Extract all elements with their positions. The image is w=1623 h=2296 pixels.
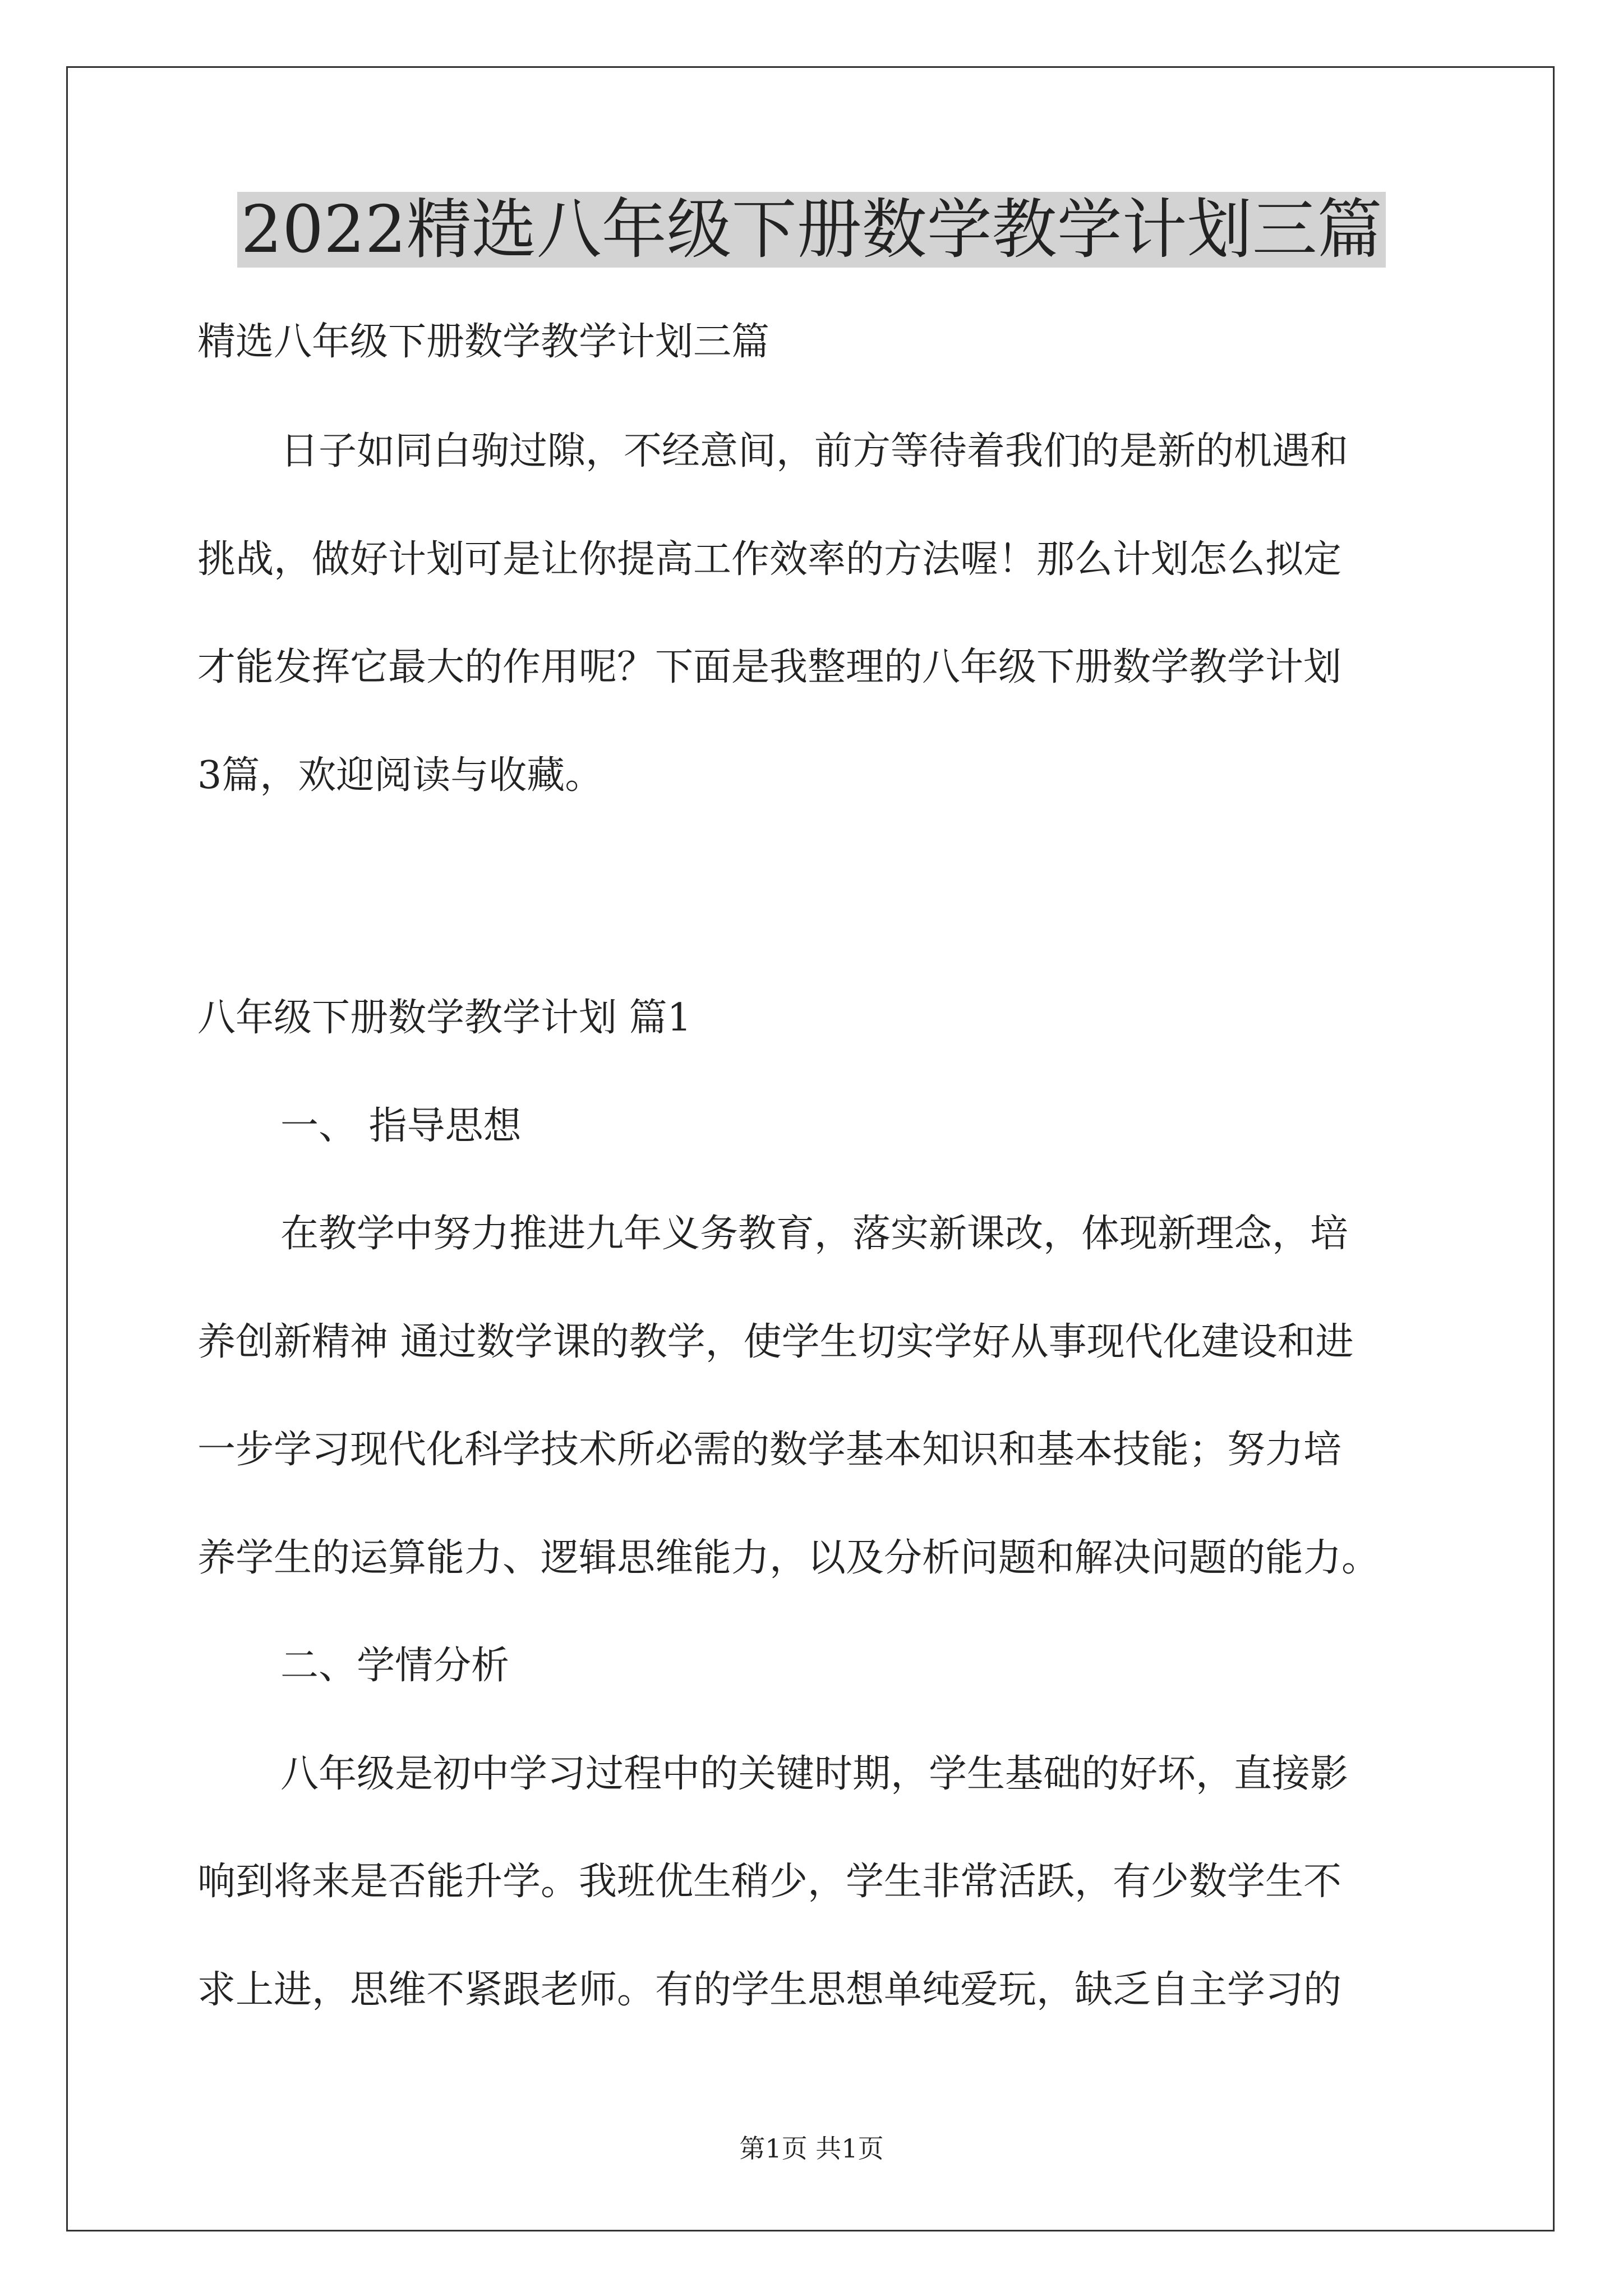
paragraph-line: 3篇，欢迎阅读与收藏。 [197, 753, 603, 798]
paragraph-line: 养学生的运算能力、逻辑思维能力，以及分析问题和解决问题的能力。 [197, 1536, 1380, 1580]
paragraph-line: 日子如同白驹过隙，不经意间，前方等待着我们的是新的机遇和 [280, 429, 1349, 473]
paragraph-line: 养创新精神 通过数学课的教学，使学生切实学好从事现代化建设和进 [197, 1320, 1354, 1364]
paragraph-line: 响到将来是否能升学。我班优生稍少，学生非常活跃，有少数学生不 [197, 1860, 1342, 1904]
document-title: 2022精选八年级下册数学教学计划三篇 [0, 191, 1623, 269]
paragraph-line: 八年级是初中学习过程中的关键时期，学生基础的好坏，直接影 [280, 1752, 1349, 1796]
paragraph-line: 才能发挥它最大的作用呢？下面是我整理的八年级下册数学教学计划 [197, 645, 1342, 689]
paragraph-line: 挑战，做好计划可是让你提高工作效率的方法喔！那么计划怎么拟定 [197, 537, 1342, 582]
subsection-heading: 一、 指导思想 [280, 1104, 522, 1148]
paragraph-line: 在教学中努力推进九年义务教育，落实新课改，体现新理念，培 [280, 1212, 1349, 1256]
section-heading: 八年级下册数学教学计划 篇1 [197, 996, 691, 1040]
paragraph-line: 一步学习现代化科学技术所必需的数学基本知识和基本技能；努力培 [197, 1428, 1342, 1472]
page-footer: 第1页 共1页 [739, 2133, 884, 2164]
subsection-heading: 二、学情分析 [280, 1644, 510, 1688]
subtitle-line: 精选八年级下册数学教学计划三篇 [197, 320, 770, 364]
paragraph-line: 求上进，思维不紧跟老师。有的学生思想单纯爱玩，缺乏自主学习的 [197, 1968, 1342, 2012]
